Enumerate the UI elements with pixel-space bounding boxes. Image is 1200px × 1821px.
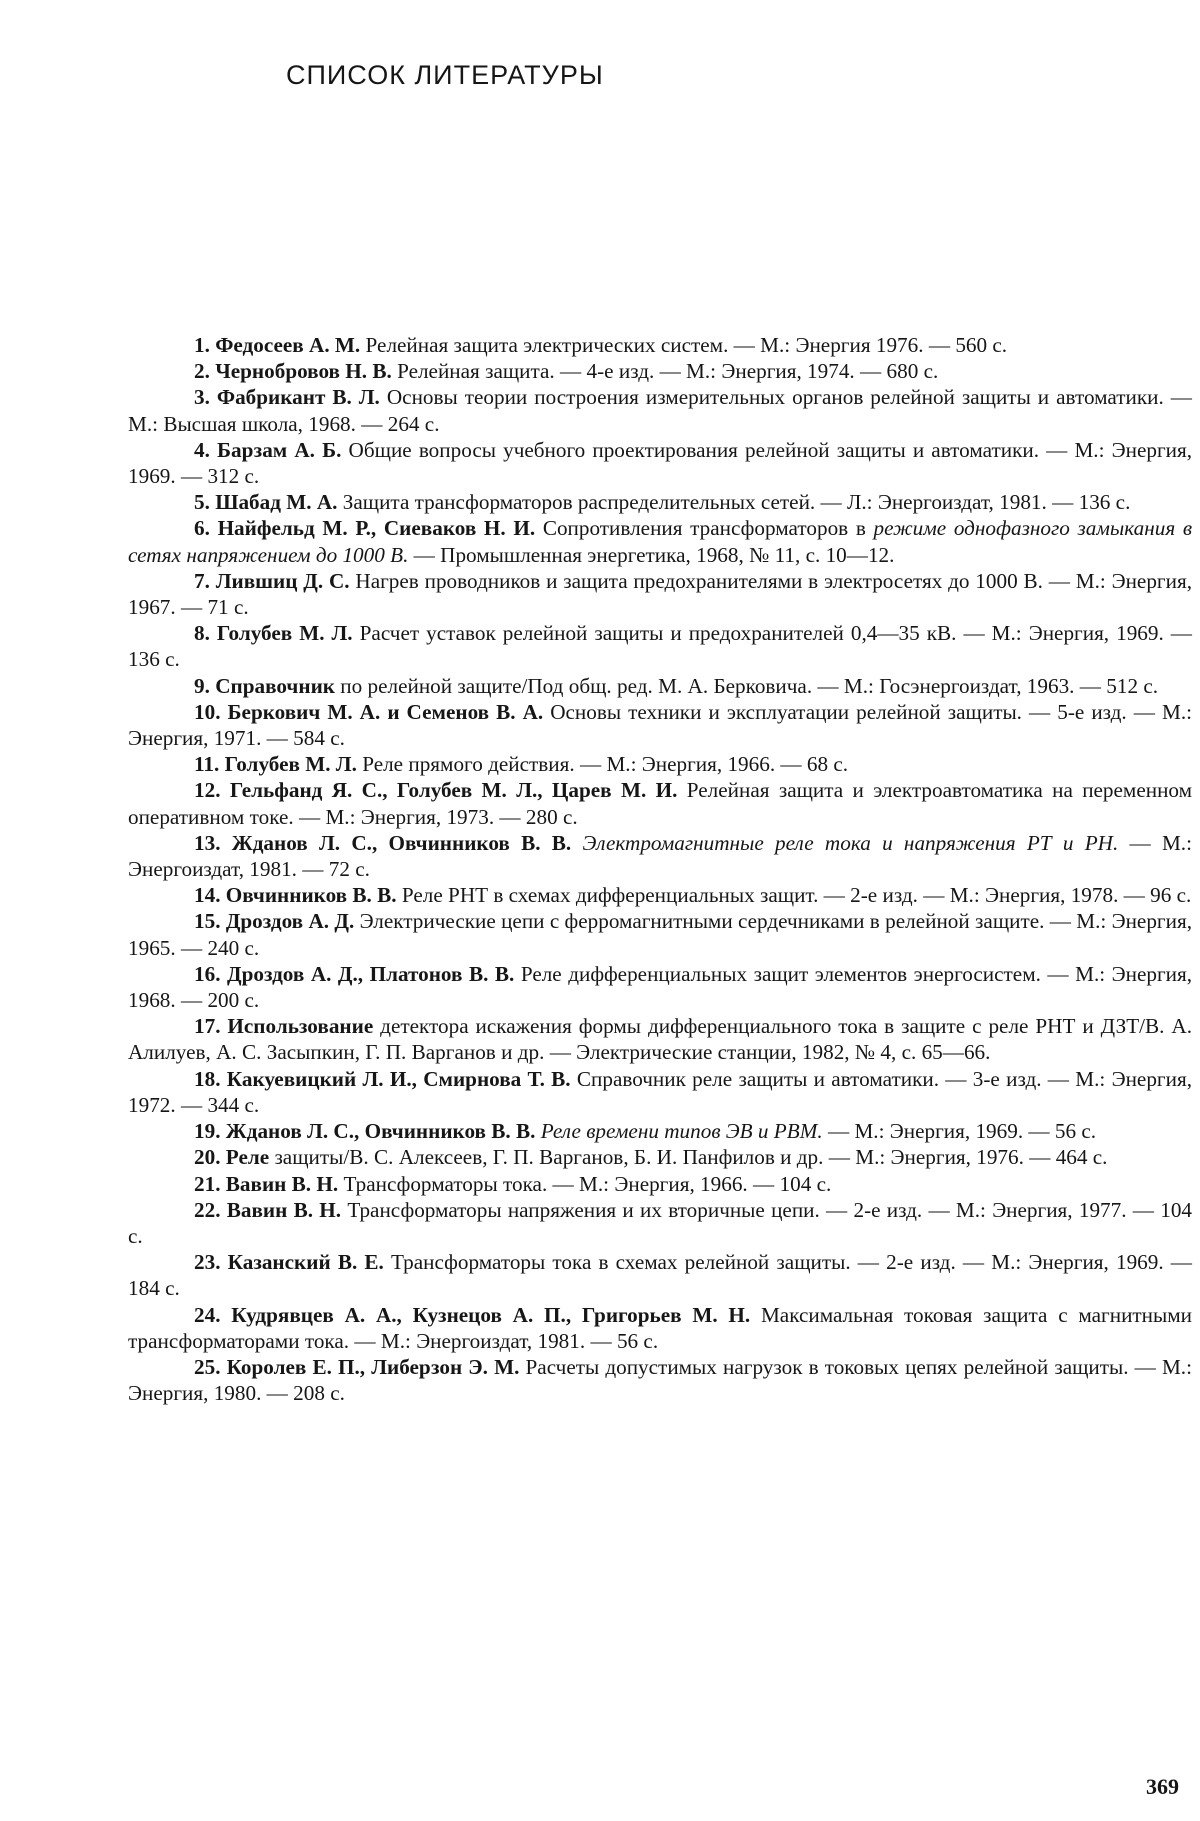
reference-authors: Беркович М. А. и Семенов В. А. <box>227 699 544 724</box>
reference-item <box>128 437 1192 489</box>
reference-text-italic: режиме однофазного замыкания в сетях напряжением до 1000 В. <box>128 516 1193 567</box>
reference-authors: Лившиц Д. С. <box>215 568 350 593</box>
reference-text: Общие вопросы учебного проектирования релейной защиты и автоматики. — М.: Энергия, 1969. — 312 с. <box>128 437 1193 489</box>
reference-authors: Федосеев А. М. <box>215 333 361 357</box>
reference-number: 6. <box>194 516 210 541</box>
reference-authors: Королев Е. П., Либерзон Э. М. <box>226 1354 520 1379</box>
reference-authors: Дроздов А. Д. <box>225 909 355 934</box>
reference-text: Основы теории построения измерительных органов релейной защиты и автоматики. — М.: Высшая школа, 1968. — 264 с. <box>128 385 1192 436</box>
reference-item <box>128 384 1192 436</box>
reference-authors: Гельфанд Я. С., Голубев М. Л., Царев М. И. <box>229 778 678 803</box>
reference-item <box>128 1171 1192 1197</box>
reference-item <box>128 908 1192 960</box>
reference-item <box>128 489 1192 515</box>
reference-number: 4. <box>194 437 210 462</box>
reference-text: Реле дифференциальных защит элементов энергосистем. — М.: Энергия, 1968. — 200 с. <box>128 961 1193 1013</box>
reference-text: Релейная защита и электроавтоматика на переменном оперативном токе. — М.: Энергия, 1973. — 280 с. <box>128 778 1193 829</box>
reference-authors: Использование <box>227 1014 374 1039</box>
reference-item <box>128 961 1192 1013</box>
reference-number: 5. <box>194 490 210 515</box>
reference-text: — Промышленная энергетика, 1968, № 11, с. 10—12. <box>408 542 895 567</box>
reference-authors: Барзам А. Б. <box>217 437 342 462</box>
reference-text: — М.: Энергия, 1969. — 56 с. <box>822 1119 1097 1144</box>
reference-authors: Вавин В. Н. <box>226 1197 342 1222</box>
reference-item <box>128 515 1192 567</box>
reference-authors: Казанский В. Е. <box>227 1250 384 1275</box>
reference-text: Нагрев проводников и защита предохранителями в электросетях до 1000 В. — М.: Энергия, 1967. — 71 с. <box>128 568 1193 620</box>
reference-item <box>128 1302 1192 1354</box>
reference-text: — М.: Энергоиздат, 1981. — 72 с. <box>128 830 1192 882</box>
reference-text: Релейная защита. — 4-е изд. — М.: Энергия, 1974. — 680 с. <box>397 359 939 384</box>
reference-authors: Голубев М. Л. <box>216 621 353 646</box>
page-number: 369 <box>1146 1774 1179 1799</box>
reference-authors: Дроздов А. Д., Платонов В. В. <box>227 961 515 986</box>
reference-item <box>128 882 1192 908</box>
reference-number: 25. <box>194 1354 221 1379</box>
reference-number: 24. <box>194 1302 221 1327</box>
reference-text-italic: Реле времени типов ЭВ и РВМ. <box>540 1119 823 1144</box>
reference-item <box>128 1013 1192 1065</box>
reference-item <box>128 1197 1192 1249</box>
reference-authors: Шабад М. А. <box>215 490 338 515</box>
reference-text: Трансформаторы тока. — М.: Энергия, 1966. — 104 с. <box>343 1171 832 1196</box>
reference-item <box>128 1066 1192 1118</box>
reference-authors: Голубев М. Л. <box>224 752 357 777</box>
reference-text: Защита трансформаторов распределительных сетей. — Л.: Энергоиздат, 1981. — 136 с. <box>342 490 1131 515</box>
reference-number: 3. <box>194 385 210 410</box>
reference-text: Трансформаторы напряжения и их вторичные цепи. — 2-е изд. — М.: Энергия, 1977. — 104 с. <box>128 1197 1193 1248</box>
reference-number: 23. <box>194 1250 221 1275</box>
reference-number: 2. <box>194 359 210 384</box>
reference-number: 1. <box>194 333 210 357</box>
reference-number: 18. <box>194 1066 221 1091</box>
reference-text-italic: Электромагнитные реле тока и напряжения РТ и РН. <box>582 830 1119 855</box>
reference-item <box>128 358 1192 384</box>
reference-authors: Овчинников В. В. <box>225 883 397 908</box>
reference-item <box>128 568 1192 620</box>
reference-text: Реле прямого действия. — М.: Энергия, 1966. — 68 с. <box>362 752 849 777</box>
reference-number: 22. <box>194 1197 221 1222</box>
reference-item <box>128 1354 1192 1406</box>
page-title: СПИСОК ЛИТЕРАТУРЫ <box>286 60 604 90</box>
reference-number: 13. <box>194 830 221 855</box>
reference-number: 11. <box>194 752 220 777</box>
reference-authors: Реле <box>225 1145 270 1170</box>
reference-item <box>128 777 1192 829</box>
reference-authors: Справочник <box>215 673 335 698</box>
reference-number: 9. <box>194 673 210 698</box>
reference-text: Релейная защита электрических систем. — М.: Энергия 1976. — 560 с. <box>365 333 1008 357</box>
reference-text: Реле РНТ в схемах дифференциальных защит. — 2-е изд. — М.: Энергия, 1978. — 96 с. <box>401 883 1192 908</box>
reference-list <box>128 332 1192 1406</box>
reference-item <box>128 620 1192 672</box>
reference-text: Основы техники и эксплуатации релейной защиты. — 5-е изд. — М.: Энергия, 1971. — 584 с. <box>128 699 1193 751</box>
reference-item <box>128 699 1192 751</box>
reference-item <box>128 1118 1192 1144</box>
reference-text: защиты/В. С. Алексеев, Г. П. Варганов, Б. И. Панфилов и др. — М.: Энергия, 1976. — 464 с. <box>274 1145 1108 1170</box>
reference-item <box>128 673 1192 699</box>
reference-number: 10. <box>194 699 221 724</box>
reference-item <box>128 332 1192 358</box>
reference-item <box>128 830 1192 882</box>
reference-number: 7. <box>194 568 210 593</box>
reference-number: 15. <box>194 909 221 934</box>
reference-authors: Найфельд М. Р., Сиеваков Н. И. <box>217 516 536 541</box>
reference-number: 14. <box>194 883 221 908</box>
reference-text: Электрические цепи с ферромагнитными сердечниками в релейной защите. — М.: Энергия, 1965. — 240 с. <box>128 909 1193 960</box>
reference-text: Сопротивления трансформаторов в <box>542 516 874 541</box>
reference-text: по релейной защите/Под общ. ред. М. А. Берковича. — М.: Госэнергоиздат, 1963. — 512 с. <box>340 673 1159 698</box>
reference-number: 19. <box>194 1119 221 1144</box>
reference-number: 21. <box>194 1171 221 1196</box>
reference-text: Максимальная токовая защита с магнитными трансформаторами тока. — М.: Энергоиздат, 1981. — 56 с. <box>128 1302 1193 1353</box>
reference-authors: Жданов Л. С., Овчинников В. В. <box>225 1119 536 1144</box>
reference-authors: Чернобровов Н. В. <box>215 359 392 384</box>
reference-text: детектора искажения формы дифференциального тока в защите с реле РНТ и ДЗТ/В. А. Алилуев, А. С. Засыпкин, Г. П. Варганов и др. — Электрические станции, 1982, № 4, с. 65—66. <box>128 1014 1192 1065</box>
reference-authors: Фабрикант В. Л. <box>216 385 380 410</box>
reference-number: 17. <box>194 1014 221 1039</box>
reference-text: Трансформаторы тока в схемах релейной защиты. — 2-е изд. — М.: Энергия, 1969. — 184 с. <box>128 1250 1192 1301</box>
reference-item <box>128 1249 1192 1301</box>
reference-authors: Какуевицкий Л. И., Смирнова Т. В. <box>226 1066 571 1091</box>
reference-authors: Вавин В. Н. <box>225 1171 339 1196</box>
reference-number: 20. <box>194 1145 221 1170</box>
reference-number: 16. <box>194 961 221 986</box>
reference-authors: Жданов Л. С., Овчинников В. В. <box>231 830 572 855</box>
reference-number: 12. <box>194 778 221 803</box>
reference-text: Справочник реле защиты и автоматики. — 3-е изд. — М.: Энергия, 1972. — 344 с. <box>128 1066 1192 1117</box>
reference-authors: Кудрявцев А. А., Кузнецов А. П., Григорьев М. Н. <box>231 1302 751 1327</box>
reference-number: 8. <box>194 621 210 646</box>
reference-item <box>128 751 1192 777</box>
reference-text: Расчет уставок релейной защиты и предохранителей 0,4—35 кВ. — М.: Энергия, 1969. — 136 с. <box>128 621 1192 672</box>
reference-text: Расчеты допустимых нагрузок в токовых цепях релейной защиты. — М.: Энергия, 1980. — 208 с. <box>128 1354 1192 1406</box>
reference-item <box>128 1144 1192 1170</box>
